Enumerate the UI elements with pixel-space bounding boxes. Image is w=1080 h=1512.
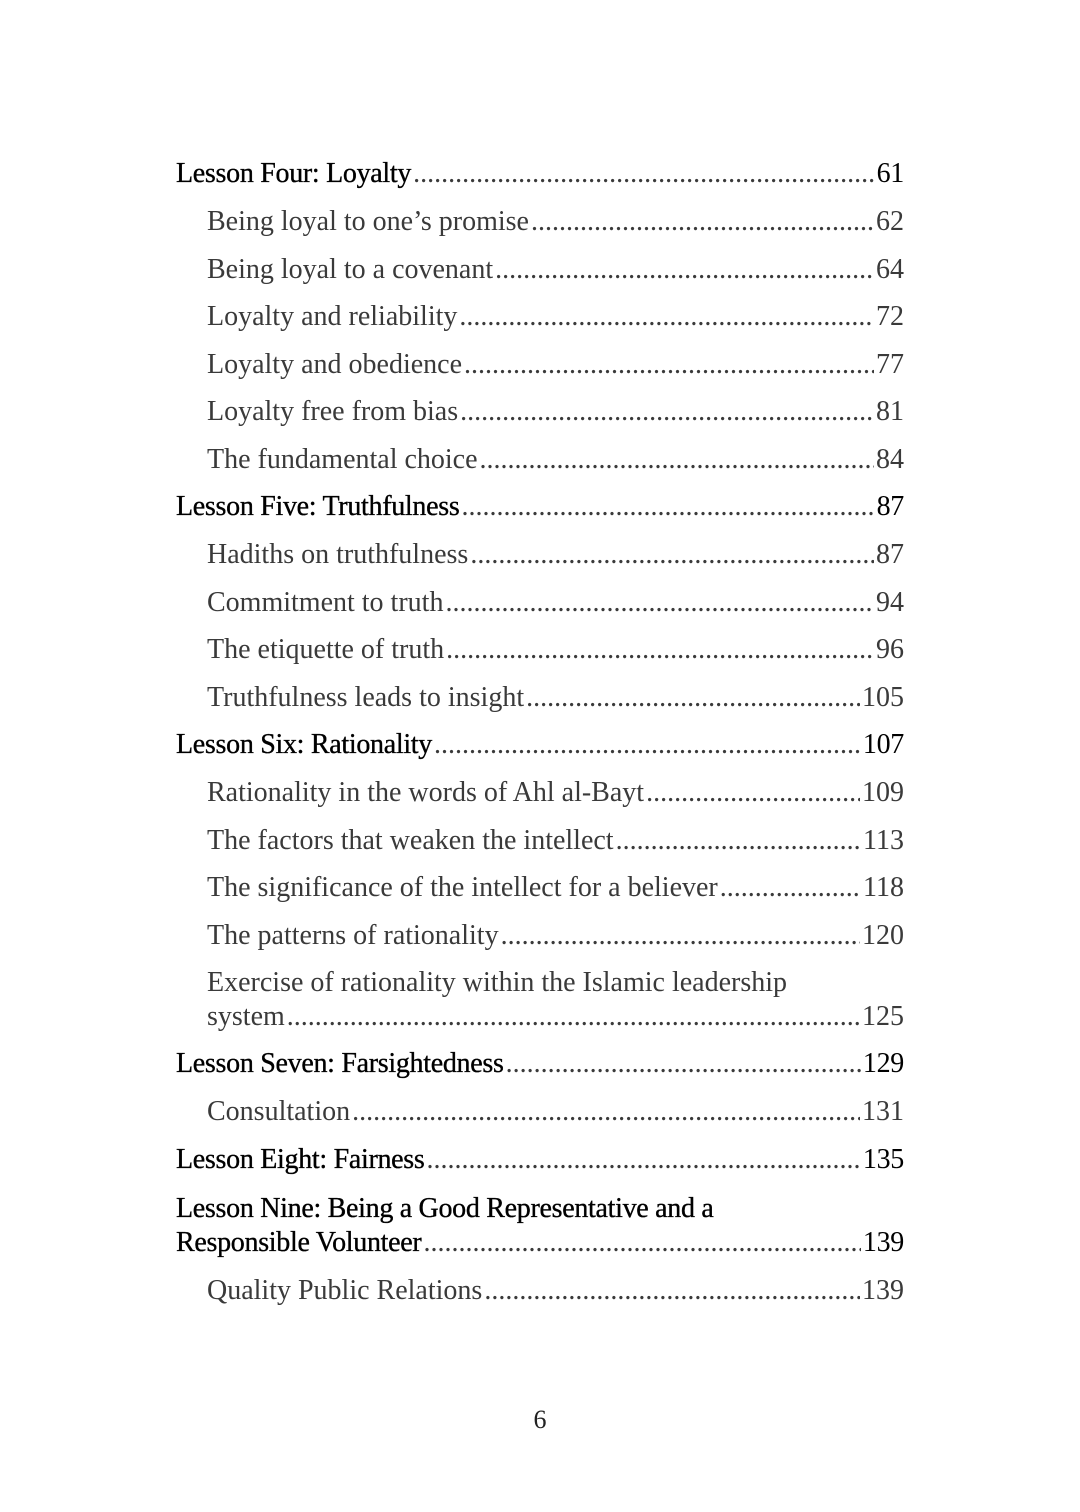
toc-entry-page: 94 (876, 586, 904, 618)
toc-chapter-row[interactable] (176, 1136, 904, 1184)
toc-entry-page: 64 (876, 253, 904, 285)
toc-section-row[interactable] (176, 626, 904, 674)
toc-entry-title: Lesson Seven: Farsightedness (176, 1048, 504, 1079)
dot-leader (526, 674, 860, 722)
toc-chapter-row[interactable] (176, 150, 904, 198)
toc-section-row[interactable] (176, 579, 904, 627)
toc-entry-page: 105 (862, 681, 904, 713)
toc-entry-page: 125 (862, 1001, 904, 1032)
dot-leader (427, 1136, 861, 1184)
toc-entry-title: Loyalty and obedience (207, 348, 463, 380)
toc-entry-title: Quality Public Relations (207, 1274, 483, 1306)
dot-leader (461, 483, 874, 531)
toc-entry-page: 96 (876, 634, 904, 665)
toc-entry-title: Loyalty free from bias (207, 396, 459, 427)
toc-section-row[interactable] (176, 769, 904, 817)
toc-entry-title: Loyalty and reliability (207, 301, 458, 332)
toc-entry-page: 62 (876, 206, 904, 237)
dot-leader (646, 769, 860, 817)
dot-leader (470, 531, 874, 579)
toc-entry-page: 131 (862, 1096, 904, 1127)
toc-entry-page: 81 (876, 396, 904, 427)
toc-entry-title: Being loyal to a covenant (207, 253, 494, 285)
toc-entry-page: 129 (862, 1048, 904, 1079)
toc-section-row[interactable] (176, 341, 904, 389)
toc-entry-title: Lesson Four: Loyalty (176, 158, 412, 189)
toc-entry-title: Rationality in the words of Ahl al-Bayt (207, 777, 645, 808)
toc-entry-page: 87 (876, 539, 904, 570)
toc-entry-page: 107 (862, 729, 904, 760)
toc-chapter-entry-wrapped[interactable] (176, 1184, 904, 1260)
dot-leader (459, 293, 874, 341)
toc-entry-title: Truthfulness leads to insight (207, 681, 525, 713)
toc-section-row[interactable] (176, 246, 904, 294)
toc-entry-title: The fundamental choice (207, 443, 478, 475)
toc-entry-page: 84 (876, 443, 904, 475)
toc-entry-title: Consultation (207, 1096, 351, 1127)
dot-leader (352, 1088, 860, 1136)
toc-section-row[interactable] (176, 674, 904, 722)
dot-leader (484, 1267, 860, 1315)
toc-section-row[interactable] (176, 1088, 904, 1136)
toc-section-row[interactable] (176, 1267, 904, 1315)
toc-section-entry-wrapped[interactable] (176, 959, 904, 1040)
toc-section-row[interactable] (176, 388, 904, 436)
toc-entry-page: 139 (862, 1226, 904, 1258)
dot-leader (531, 198, 874, 246)
toc-entry-title: Commitment to truth (207, 586, 444, 618)
dot-leader (446, 626, 874, 674)
toc-entry-page: 120 (862, 919, 904, 951)
dot-leader (434, 721, 861, 769)
toc-entry-page: 77 (876, 348, 904, 380)
dot-leader (287, 1000, 860, 1034)
toc-chapter-row[interactable] (176, 721, 904, 769)
table-of-contents (176, 150, 904, 1314)
toc-entry-title: The factors that weaken the intellect (207, 824, 614, 856)
toc-chapter-row[interactable] (176, 1040, 904, 1088)
dot-leader (445, 579, 874, 627)
dot-leader (720, 864, 861, 912)
toc-entry-title-line1: Lesson Nine: Being a Good Representative and a (176, 1192, 714, 1224)
toc-entry-page: 135 (862, 1143, 904, 1175)
dot-leader (464, 341, 874, 389)
toc-entry-title: The etiquette of truth (207, 634, 445, 665)
toc-entry-title: Responsible Volunteer (176, 1226, 422, 1258)
toc-entry-title: Lesson Five: Truthfulness (176, 491, 460, 522)
dot-leader (480, 436, 874, 484)
toc-chapter-row (176, 1226, 904, 1260)
dot-leader (616, 817, 861, 865)
toc-section-row (176, 1000, 904, 1040)
toc-entry-page: 139 (862, 1274, 904, 1306)
dot-leader (501, 912, 860, 960)
toc-entry-page: 109 (862, 777, 904, 808)
toc-entry-title: Lesson Six: Rationality (176, 729, 432, 760)
toc-section-row[interactable] (176, 293, 904, 341)
toc-section-row[interactable] (176, 864, 904, 912)
toc-entry-title: Hadiths on truthfulness (207, 539, 469, 570)
toc-entry-title: The patterns of rationality (207, 919, 499, 951)
toc-section-row[interactable] (176, 531, 904, 579)
toc-chapter-row[interactable] (176, 483, 904, 531)
toc-entry-title: The significance of the intellect for a believer (207, 872, 718, 903)
toc-section-row[interactable] (176, 436, 904, 484)
dot-leader (506, 1040, 861, 1088)
toc-section-row[interactable] (176, 912, 904, 960)
toc-entry-page: 72 (876, 301, 904, 332)
toc-entry-page: 113 (863, 824, 904, 856)
dot-leader (413, 150, 875, 198)
toc-section-row[interactable] (176, 817, 904, 865)
toc-entry-title: system (207, 1001, 285, 1032)
toc-entry-page: 61 (876, 158, 904, 189)
dot-leader (495, 246, 874, 294)
toc-section-row[interactable] (176, 198, 904, 246)
toc-entry-title: Lesson Eight: Fairness (176, 1143, 425, 1175)
toc-entry-page: 87 (876, 491, 904, 522)
toc-entry-title: Being loyal to one’s promise (207, 206, 529, 237)
dot-leader (460, 388, 874, 436)
toc-entry-page: 118 (863, 872, 904, 903)
dot-leader (423, 1226, 860, 1260)
page-number: 6 (533, 1405, 547, 1434)
toc-entry-title-line1: Exercise of rationality within the Islamic leadership (207, 967, 788, 998)
